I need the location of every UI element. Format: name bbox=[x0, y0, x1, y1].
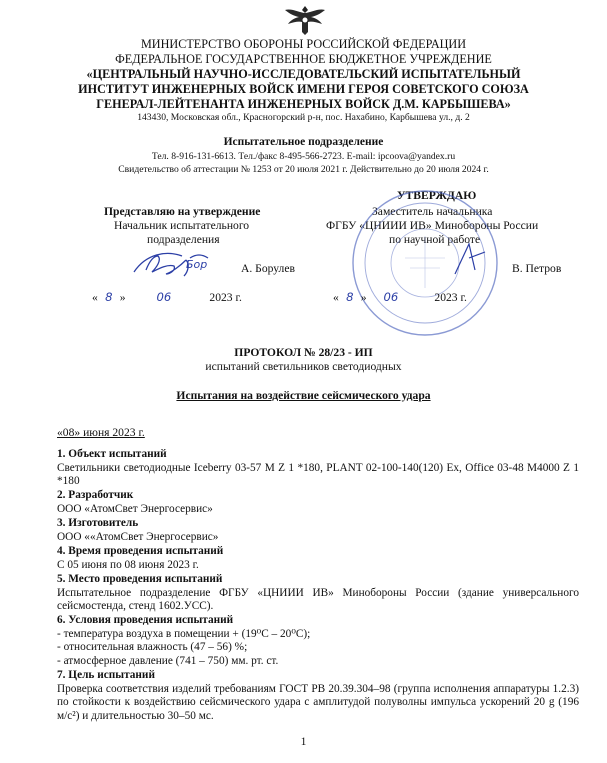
institution-name-line1: «ЦЕНТРАЛЬНЫЙ НАУЧНО-ИССЛЕДОВАТЕЛЬСКИЙ ИСПЫТАТЕЛЬНЫЙ bbox=[86, 67, 521, 81]
condition-item: - температура воздуха в помещении + (19⁰С – 20⁰С); bbox=[57, 627, 311, 640]
unit-certificate: Свидетельство об аттестации № 1253 от 20 июля 2021 г. Действительно до 20 июля 2024 г. bbox=[118, 164, 489, 175]
section-text: Светильники светодиодные Iceberry 03-57 M Z 1 *180, PLANT 02-100-140(120) Ex, Office 03-48 M4000 Z 1 *180 bbox=[57, 461, 579, 488]
section-heading: 5. Место проведения испытаний bbox=[57, 573, 223, 585]
emblem-icon bbox=[284, 4, 326, 36]
right-sign-position-1: Заместитель начальника bbox=[372, 205, 493, 218]
protocol-title: ПРОТОКОЛ № 28/23 - ИП bbox=[234, 346, 373, 359]
test-name: Испытания на воздействие сейсмического удара bbox=[176, 389, 431, 402]
left-date-day: 8 bbox=[105, 290, 113, 304]
right-date-year: 2023 г. bbox=[434, 291, 467, 304]
right-date-month: 06 bbox=[383, 290, 399, 304]
section-text: ООО ««АтомСвет Энергосервис» bbox=[57, 530, 219, 543]
section-developer bbox=[57, 489, 579, 516]
right-sign-position-2: ФГБУ «ЦНИИИ ИВ» Минобороны России bbox=[326, 219, 539, 232]
right-sign-position-3: по научной работе bbox=[389, 233, 481, 246]
section-heading: 4. Время проведения испытаний bbox=[57, 545, 224, 557]
condition-item: - атмосферное давление (741 – 750) мм. рт. ст. bbox=[57, 654, 279, 667]
section-text: С 05 июня по 08 июня 2023 г. bbox=[57, 558, 199, 571]
unit-title: Испытательное подразделение bbox=[223, 136, 384, 148]
section-heading: 1. Объект испытаний bbox=[57, 448, 167, 460]
section-time bbox=[57, 545, 579, 572]
right-sign-date: « 8 » 06 2023 г. bbox=[333, 290, 467, 304]
section-heading: 7. Цель испытаний bbox=[57, 669, 155, 681]
section-heading: 2. Разработчик bbox=[57, 489, 134, 501]
left-signature bbox=[126, 246, 218, 282]
protocol-date: «08» июня 2023 г. bbox=[57, 426, 145, 439]
left-sign-heading: Представляю на утверждение bbox=[104, 205, 261, 218]
unit-contacts: Тел. 8-916-131-6613. Тел./факс 8-495-566-2723. E-mail: ipcoova@yandex.ru bbox=[151, 151, 456, 162]
section-object bbox=[57, 448, 579, 489]
left-date-month: 06 bbox=[156, 290, 172, 304]
section-text: ООО «АтомСвет Энергосервис» bbox=[57, 502, 213, 515]
section-manufacturer bbox=[57, 517, 579, 544]
section-place bbox=[57, 573, 579, 614]
signature-text: Бор bbox=[186, 258, 208, 271]
page-number: 1 bbox=[300, 735, 307, 748]
institution-address: 143430, Московская обл., Красногорский р-н, пос. Нахабино, Карбышева ул., д. 2 bbox=[137, 112, 470, 123]
left-sign-position-1: Начальник испытательного bbox=[114, 219, 250, 232]
left-sign-date: « 8 » 06 2023 г. bbox=[92, 290, 242, 304]
ministry-name: МИНИСТЕРСТВО ОБОРОНЫ РОССИЙСКОЙ ФЕДЕРАЦИИ bbox=[140, 37, 467, 51]
protocol-subtitle: испытаний светильников светодиодных bbox=[205, 360, 402, 373]
section-text: Проверка соответствия изделий требованиям ГОСТ РВ 20.39.304–98 (группа исполнения аппаратуры 1.2.3) по стойкости к воздействию сейсмического удара с амплитудой полуволны импульса ускорений 20 g (196 м/с²) и длительностью 30–50 мс. bbox=[57, 682, 579, 722]
left-date-year: 2023 г. bbox=[209, 291, 242, 304]
section-heading: 6. Условия проведения испытаний bbox=[57, 614, 234, 626]
right-signature bbox=[445, 240, 495, 280]
section-conditions bbox=[57, 614, 579, 668]
section-heading: 3. Изготовитель bbox=[57, 517, 139, 529]
section-purpose bbox=[57, 669, 579, 723]
institution-name-line2: ИНСТИТУТ ИНЖЕНЕРНЫХ ВОЙСК ИМЕНИ ГЕРОЯ СОВЕТСКОГО СОЮЗА bbox=[78, 82, 529, 96]
left-sign-position-2: подразделения bbox=[147, 233, 220, 246]
right-date-day: 8 bbox=[346, 290, 354, 304]
right-sign-name: В. Петров bbox=[512, 262, 562, 275]
section-text: Испытательное подразделение ФГБУ «ЦНИИИ ИВ» Минобороны России (здание универсального сейсмостенда, стенд 1602.УСС). bbox=[57, 586, 579, 613]
approval-heading: УТВЕРЖДАЮ bbox=[397, 189, 477, 202]
condition-item: - относительная влажность (47 – 56) %; bbox=[57, 641, 248, 654]
institution-name-line3: ГЕНЕРАЛ-ЛЕЙТЕНАНТА ИНЖЕНЕРНЫХ ВОЙСК Д.М. КАРБЫШЕВА» bbox=[96, 97, 511, 111]
left-sign-name: А. Борулев bbox=[241, 262, 295, 275]
institution-type: ФЕДЕРАЛЬНОЕ ГОСУДАРСТВЕННОЕ БЮДЖЕТНОЕ УЧРЕЖДЕНИЕ bbox=[115, 52, 492, 66]
